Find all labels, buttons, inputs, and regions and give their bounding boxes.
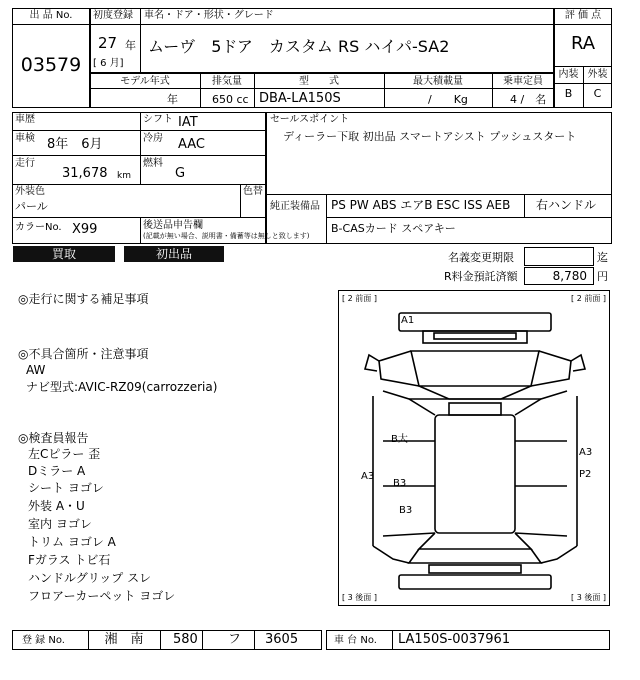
chassis-label: 車 台 No. xyxy=(334,635,377,646)
car-outline-diagram xyxy=(339,291,611,607)
name-change-box xyxy=(524,247,594,266)
interior-grade-label: 内装 xyxy=(558,69,579,80)
history-label: 車歴 xyxy=(15,114,35,125)
damage-mark-a1: A1 xyxy=(401,315,415,326)
inspection-label: 車検 xyxy=(15,133,35,144)
vehicle-name-label: 車名・ドア・形状・グレード xyxy=(144,10,274,21)
ac-value: AAC xyxy=(178,137,205,152)
inspection-value: 8年 6月 xyxy=(47,137,103,152)
plate-region: 湘 南 xyxy=(104,632,144,647)
max-load-label: 最大積載量 xyxy=(413,76,463,87)
buyback-tag: 買取 xyxy=(13,246,115,262)
defect-item: AW xyxy=(26,363,46,377)
damage-mark-b3-left-upper: B3 xyxy=(393,478,407,489)
first-registration-label: 初度登録 xyxy=(93,10,133,21)
max-load-value: / Kg xyxy=(428,93,468,106)
evaluation-label: 評 価 点 xyxy=(564,10,602,21)
type-label: 型 式 xyxy=(299,76,339,87)
damage-mark-a3-right: A3 xyxy=(579,447,593,458)
type-value: DBA-LA150S xyxy=(259,91,341,106)
capacity-value: 4 / 名 xyxy=(510,93,547,106)
defect-item: ナビ型式:AVIC-RZ09(carrozzeria) xyxy=(26,380,218,394)
name-change-label: 名義変更期限 xyxy=(448,251,514,264)
defects-header: ◎不具合箇所・注意事項 xyxy=(18,347,149,361)
registration-month: [ 6 月] xyxy=(93,58,124,69)
damage-diagram xyxy=(338,290,610,606)
inspector-item: Fガラス トビ石 xyxy=(28,553,111,567)
damage-mark-b3-left-lower: B3 xyxy=(399,505,413,516)
damage-mark-a3-left: A3 xyxy=(361,471,375,482)
inspector-item: フロアーカーペット ヨゴレ xyxy=(28,589,176,603)
damage-mark-p2-right: P2 xyxy=(579,469,592,480)
equipment-label: 純正装備品 xyxy=(270,201,320,212)
registration-label: 登 録 No. xyxy=(22,635,65,646)
recycle-unit: 円 xyxy=(597,270,608,283)
aftermarket-note: (記載が無い場合、説明書・備蓄等は無しと致します) xyxy=(143,232,310,240)
exterior-grade-label: 外装 xyxy=(587,69,608,80)
sales-points-value: ディーラー下取 初出品 スマートアシスト プッシュスタート xyxy=(283,130,577,143)
lot-number-value: 03579 xyxy=(20,54,82,76)
color-no-value: X99 xyxy=(72,222,98,237)
corner-label-top-right: [ 2 前面 ] xyxy=(571,294,606,303)
damage-mark-b-large: B大 xyxy=(391,434,408,445)
evaluation-score: RA xyxy=(570,33,596,54)
interior-grade-value: B xyxy=(564,87,573,100)
mileage-label: 走行 xyxy=(15,158,35,169)
fuel-label: 燃料 xyxy=(143,158,163,169)
equipment-value-2: B-CASカード スペアキー xyxy=(331,222,456,235)
inspector-item: 左Cピラー 歪 xyxy=(28,447,101,461)
inspector-item: 外装 A・U xyxy=(28,499,85,513)
displacement-value: 650 cc xyxy=(212,93,249,106)
inspector-item: シート ヨゴレ xyxy=(28,481,104,495)
vehicle-name: ムーヴ 5ドア カスタム RS ハイパ-SA2 xyxy=(148,37,450,56)
recycle-box xyxy=(524,267,594,285)
displacement-label: 排気量 xyxy=(212,76,242,87)
exterior-color-label: 外装色 xyxy=(15,186,45,197)
plate-class: 580 xyxy=(173,632,198,647)
model-year-unit: 年 xyxy=(167,93,178,106)
lot-number-label: 出 品 No. xyxy=(29,10,73,21)
ac-label: 冷房 xyxy=(143,133,163,144)
chassis-value: LA150S-0037961 xyxy=(398,632,511,647)
shift-value: IAT xyxy=(178,115,198,130)
driving-notes-header: ◎走行に関する補足事項 xyxy=(18,292,149,306)
inspector-item: Dミラー A xyxy=(28,464,86,478)
first-listing-tag: 初出品 xyxy=(124,246,224,262)
registration-year-unit: 年 xyxy=(125,39,136,52)
color-no-label: カラーNo. xyxy=(15,222,62,233)
plate-number: 3605 xyxy=(265,632,299,647)
model-year-label: モデル年式 xyxy=(120,76,170,87)
mileage-value: 31,678 xyxy=(62,166,108,181)
recycle-value: 8,780 xyxy=(552,269,587,283)
steering-value: 右ハンドル xyxy=(536,198,597,212)
corner-label-bottom-left: [ 3 後面 ] xyxy=(342,593,377,602)
shift-label: シフト xyxy=(143,114,173,125)
sales-points-label: セールスポイント xyxy=(270,114,350,125)
inspector-item: ハンドルグリップ スレ xyxy=(28,571,152,585)
capacity-label: 乗車定員 xyxy=(503,76,543,87)
corner-label-bottom-right: [ 3 後面 ] xyxy=(571,593,606,602)
mileage-unit: km xyxy=(117,171,131,181)
name-change-unit: 迄 xyxy=(597,251,608,264)
registration-year: 27 xyxy=(98,34,118,52)
exterior-grade-value: C xyxy=(593,87,602,100)
equipment-value: PS PW ABS エアB ESC ISS AEB xyxy=(331,198,511,212)
inspector-item: 室内 ヨゴレ xyxy=(28,517,92,531)
corner-label-top-left: [ 2 前面 ] xyxy=(342,294,377,303)
recycle-label: R料金預託済額 xyxy=(444,270,518,283)
inspector-item: トリム ヨゴレ A xyxy=(28,535,116,549)
plate-kana: フ xyxy=(228,632,242,647)
inspector-header: ◎検査員報告 xyxy=(18,431,89,445)
aftermarket-label: 後送品申告欄 xyxy=(143,220,203,231)
fuel-value: G xyxy=(175,166,186,181)
color-change-label: 色替 xyxy=(243,186,263,197)
exterior-color-value: パール xyxy=(15,200,48,213)
